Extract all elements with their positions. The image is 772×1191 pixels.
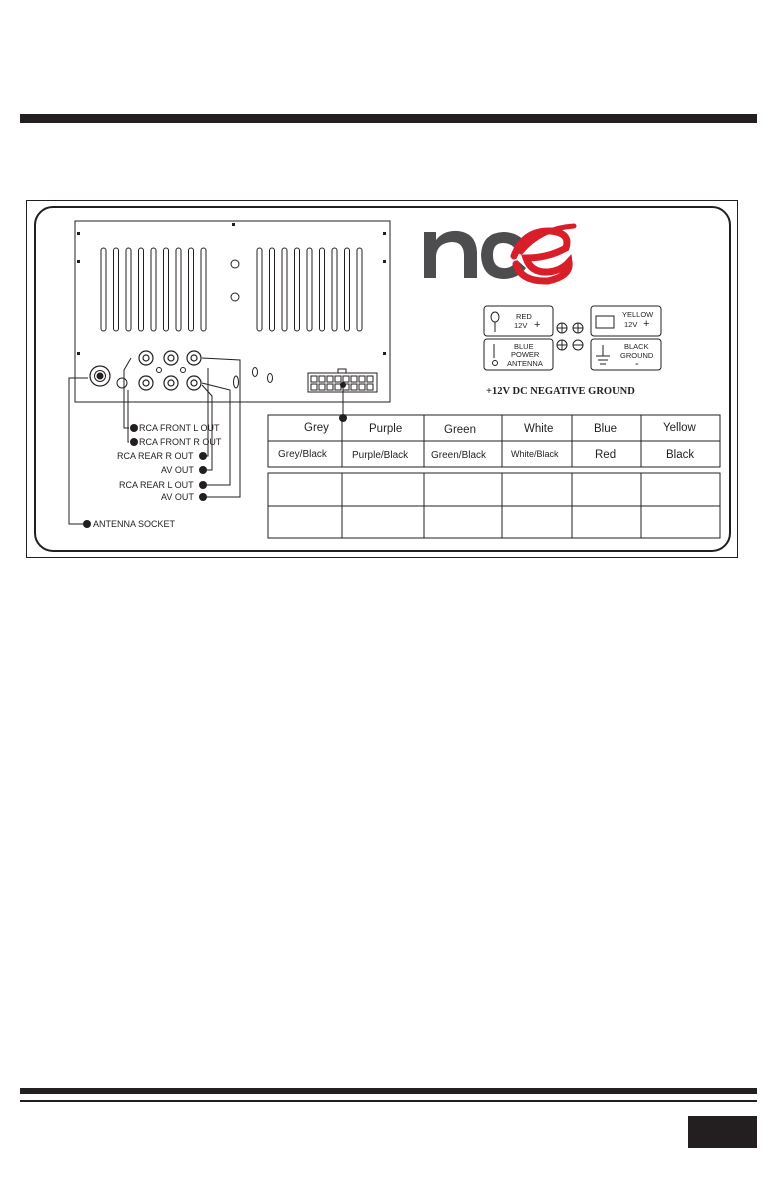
vent-slots-right: [257, 248, 362, 331]
power-caption: +12V DC NEGATIVE GROUND: [486, 386, 635, 397]
rca-jack-group: [139, 351, 201, 390]
polarity-symbols: [557, 323, 583, 350]
svg-text:12V: 12V: [624, 320, 638, 329]
wire-blank-table: [268, 473, 720, 538]
wire-row2-col4: White/Black: [511, 449, 559, 459]
wire-color-table: [268, 415, 720, 467]
svg-text:RED: RED: [516, 312, 532, 321]
label-rca-rear-l-out: RCA REAR L OUT: [119, 480, 194, 490]
power-key-red: [484, 306, 553, 336]
svg-text:YELLOW: YELLOW: [622, 310, 654, 319]
wire-row1-col2: Purple: [369, 423, 403, 435]
diagram-inner-frame: [35, 207, 730, 551]
wire-row2-col2: Purple/Black: [352, 450, 409, 461]
wire-row1-col3: Green: [444, 424, 476, 436]
svg-text:ANTENNA: ANTENNA: [507, 359, 543, 368]
power-black-ground: [591, 339, 661, 370]
label-antenna-socket: ANTENNA SOCKET: [93, 519, 176, 529]
wire-row2-col6: Black: [666, 449, 695, 461]
wire-row2-col3: Green/Black: [431, 450, 487, 461]
label-av-out-2: AV OUT: [161, 492, 194, 502]
page-number-tab: [688, 1116, 757, 1148]
vent-slots-left: [101, 248, 206, 331]
label-rca-rear-r-out: RCA REAR R OUT: [117, 451, 194, 461]
svg-text:BLUE: BLUE: [514, 342, 534, 351]
footer-rule-thick: [20, 1088, 757, 1094]
wire-row2-col1: Grey/Black: [278, 449, 327, 460]
diagram-outer-frame: [27, 201, 738, 558]
svg-text:+: +: [534, 319, 541, 331]
wire-row1-col6: Yellow: [663, 422, 696, 434]
svg-text:-: -: [635, 358, 639, 370]
label-av-out-1: AV OUT: [161, 465, 194, 475]
svg-text:+: +: [643, 318, 650, 330]
svg-text:12V: 12V: [514, 321, 528, 330]
svg-text:BLACK: BLACK: [624, 342, 649, 351]
wire-row2-col5: Red: [595, 449, 617, 461]
nce-logo: [424, 226, 574, 281]
label-rca-front-r-out: RCA FRONT R OUT: [139, 437, 222, 447]
unit-back-panel: [75, 221, 390, 402]
wire-row1-col5: Blue: [594, 423, 618, 435]
header-rule: [20, 114, 757, 123]
footer-rule-thin: [20, 1100, 757, 1102]
wiring-diagram: [26, 200, 738, 560]
svg-text:GROUND: GROUND: [620, 351, 654, 360]
svg-text:POWER: POWER: [511, 350, 540, 359]
wire-row1-col4: White: [524, 423, 554, 435]
power-antenna-blue: [484, 339, 553, 370]
label-rca-front-l-out: RCA FRONT L OUT: [139, 423, 220, 433]
wire-row1-col1: Grey: [304, 422, 329, 434]
power-yellow-battery: [591, 306, 661, 336]
